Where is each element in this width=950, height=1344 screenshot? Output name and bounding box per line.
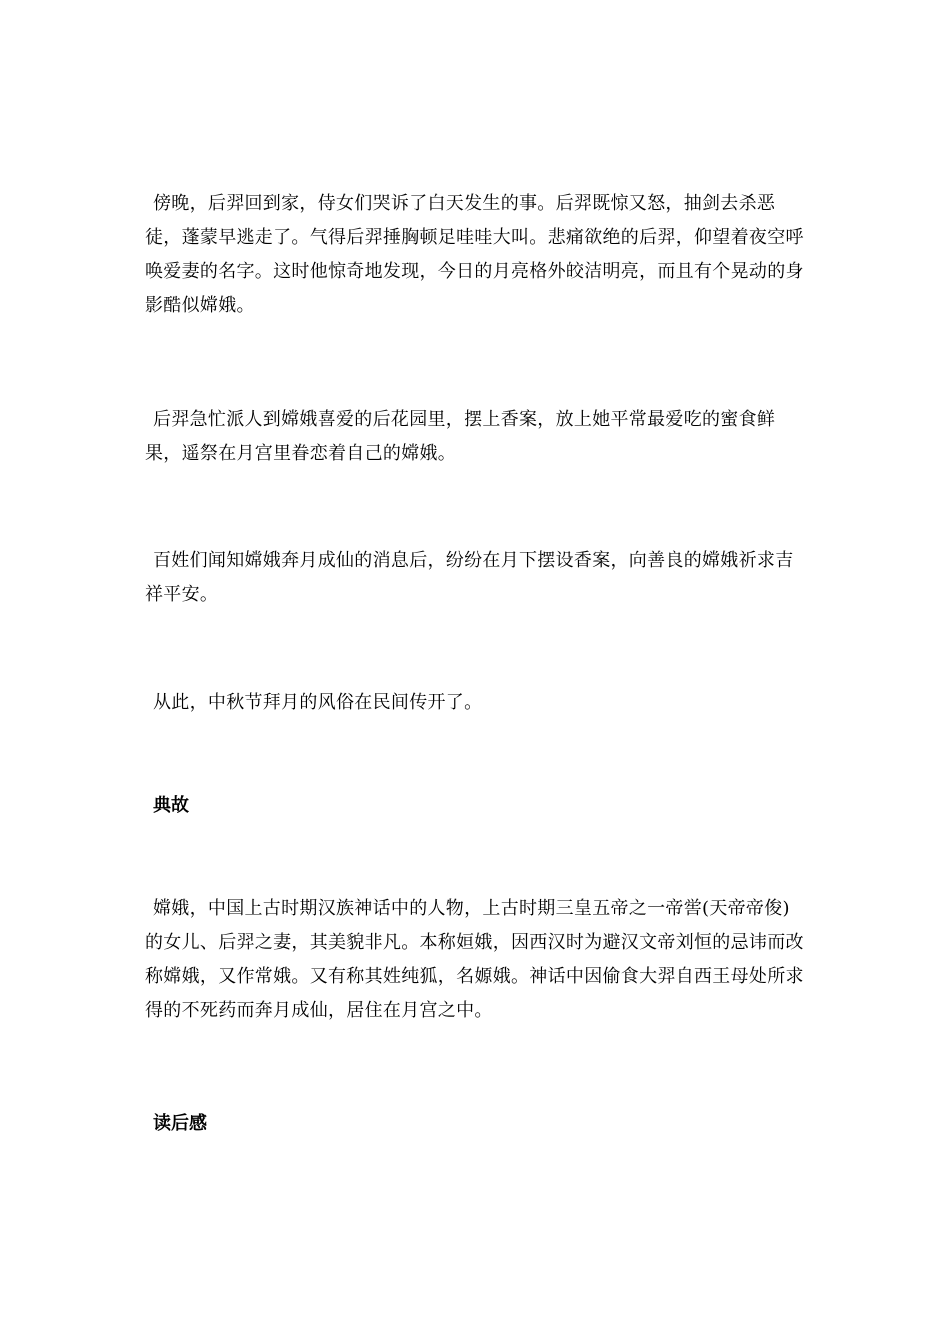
paragraph-houyi-returns: 傍晚，后羿回到家，侍女们哭诉了白天发生的事。后羿既惊又怒，抽剑去杀恶徒，蓬蒙早逃走了。气得后羿捶胸顿足哇哇大叫。悲痛欲绝的后羿，仰望着夜空呼唤爱妻的名字。这时他惊奇地发现，今日的月亮格外皎洁明亮，而且有个晃动的身影酷似嫦娥。 [145,193,804,316]
paragraph-custom-spreads: 从此，中秋节拜月的风俗在民间传开了。 [153,692,483,713]
heading-allusion: 典故 [153,795,189,816]
heading-reflection: 读后感 [153,1113,207,1134]
paragraph-villagers-pray: 百姓们闻知嫦娥奔月成仙的消息后，纷纷在月下摆设香案，向善良的嫦娥祈求吉祥平安。 [145,550,794,605]
paragraph-change-background: 嫦娥，中国上古时期汉族神话中的人物，上古时期三皇五帝之一帝喾(天帝帝俊)的女儿、后羿之妻，其美貌非凡。本称姮娥，因西汉时为避汉文帝刘恒的忌讳而改称嫦娥，又作常娥。又有称其姓纯狐，名嫄娥。神话中因偷食大羿自西王母处所求得的不死药而奔月成仙，居住在月宫之中。 [145,898,804,1021]
paragraph-memorial-altar: 后羿急忙派人到嫦娥喜爱的后花园里，摆上香案，放上她平常最爱吃的蜜食鲜果，遥祭在月宫里眷恋着自己的嫦娥。 [145,409,776,464]
